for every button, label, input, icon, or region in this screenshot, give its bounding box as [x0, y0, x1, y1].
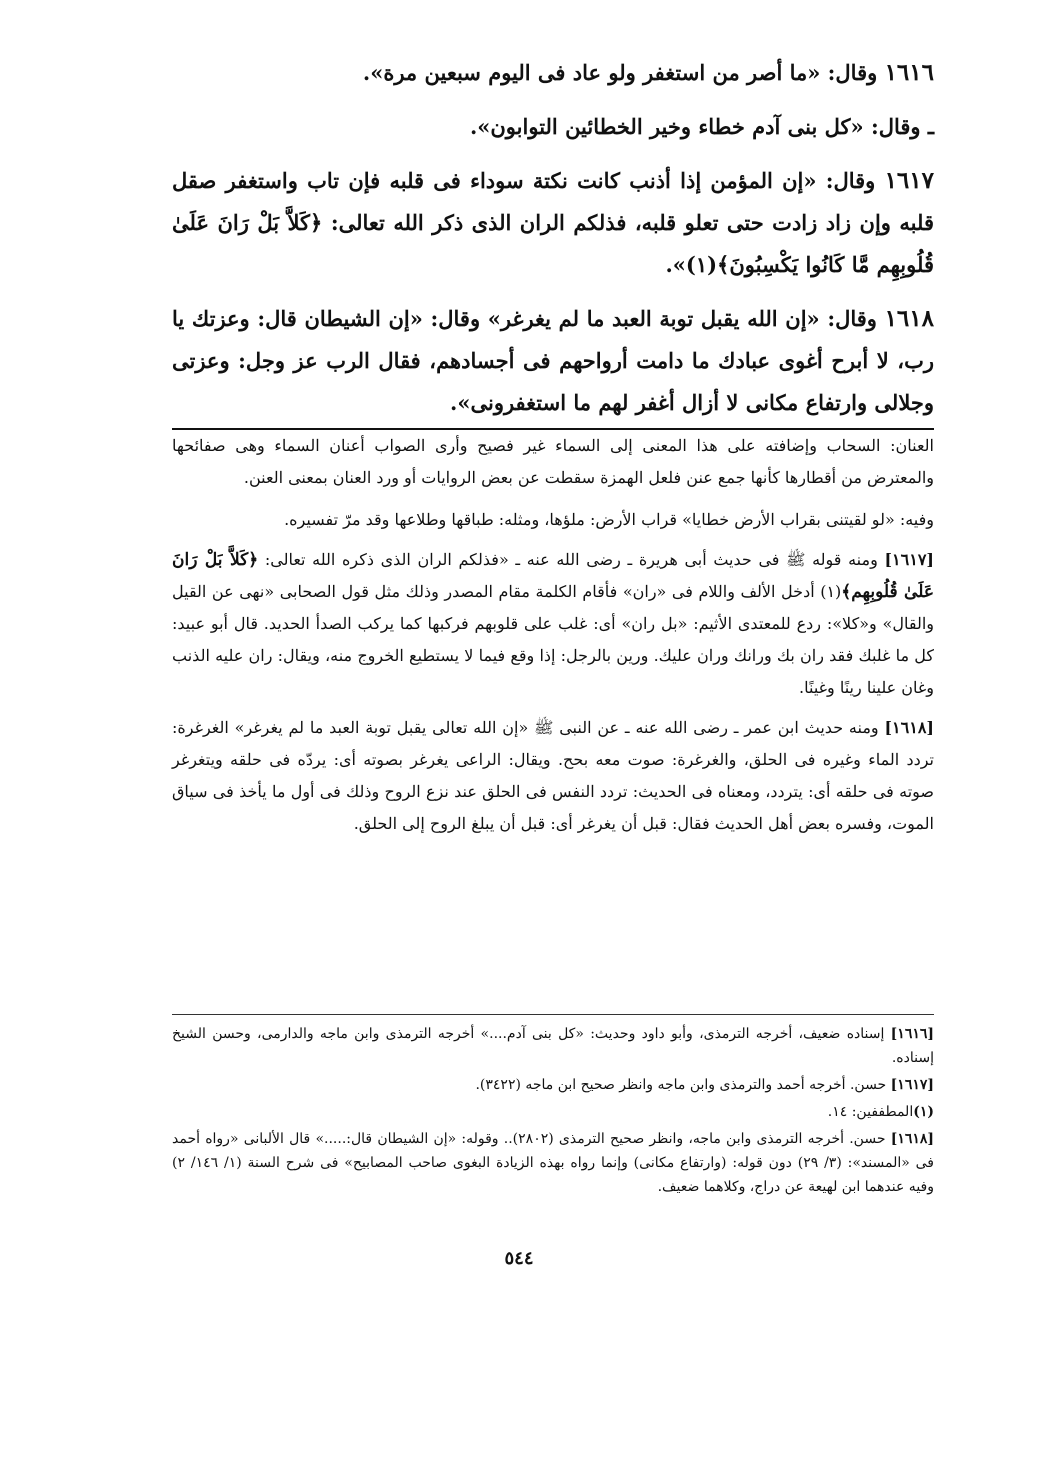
footnote-reference: [١٦١٧]: [890, 1077, 934, 1093]
hadith-text: وقال: «إن المؤمن إذا أذنب كانت نكتة سوداء فى قلبه فإن تاب واستغفر صقل قلبه وإن زاد زادت حتى تعلو قلبه، فذلكم الران الذى ذكر الله تعالى: ﴿كَلاَّ بَلْ رَانَ عَلَىٰ قُلُوبِهِم مَّا كَانُوا يَكْسِبُونَ﴾(١)».: [172, 168, 934, 277]
footnote-reference: (١): [913, 1104, 934, 1120]
commentary-text: ومنه حديث ابن عمر ـ رضى الله عنه ـ عن النبى ﷺ «إن الله تعالى يقبل توبة العبد ما لم يغرغر» الغرغرة: تردد الماء وغيره فى الحلق، والغرغرة: صوت معه بحح. ويقال: الراعى يغرغر بصوته أى: يردّه فى حلقه ويتغرغر صوته فى حلقه أى: يتردد، ومعناه فى الحديث: تردد النفس فى الحلق عند نزع الروح وذلك فى أول ما يأخذ فى سياق الموت، وفسره بعض أهل الحديث فقال: قبل أن يغرغر أى: قبل أن يبلغ الروح إلى الحلق.: [172, 718, 934, 833]
page-number: ٥٤٤: [504, 1248, 534, 1269]
commentary-paragraph: العنان: السحاب وإضافته على هذا المعنى إلى السماء غير فصيح وأرى الصواب أعنان السماء وهى صفائحها والمعترض من أقطارها كأنها جمع عنن فلعل الهمزة سقطت عن بعض الروايات أو ورد العنان بمعنى العنن.: [172, 436, 934, 487]
footnote: [172, 1022, 934, 1070]
footnotes-section: [172, 1022, 934, 1202]
hadith-reference: [١٦١٨]: [884, 718, 934, 737]
footnote: [172, 1100, 934, 1124]
hadith-1616-b: [172, 106, 934, 148]
footnote-text: حسن. أخرجه أحمد والترمذى وابن ماجه وانظر صحيح ابن ماجه (٣٤٢٢).: [475, 1077, 891, 1093]
hadith-number: ١٦١٨: [884, 305, 934, 332]
quran-verse: ﴿كَلاَّ بَلْ رَانَ عَلَىٰ قُلُوبِهِم﴾: [172, 550, 934, 602]
commentary-paragraph: [172, 544, 934, 704]
commentary-text: ومنه قوله ﷺ فى حديث أبى هريرة ـ رضى الله عنه ـ «فذلكم الران الذى ذكره الله تعالى:: [258, 550, 885, 569]
commentary-paragraph: وفيه: «لو لقيتنى بقراب الأرض خطايا» قراب الأرض: ملؤها، ومثله: طباقها وطلاعها وقد مرّ تفسيره.: [284, 510, 934, 529]
hadith-text: وقال: «إن الله يقبل توبة العبد ما لم يغرغر» وقال: «إن الشيطان قال: وعزتك يا رب، لا أبرح أغوى عبادك ما دامت أرواحهم فى أجسادهم، فقال الرب عز وجل: وعزتى وجلالى وارتفاع مكانى لا أزال أغفر لهم ما استغفرونى».: [172, 306, 934, 415]
hadith-reference: [١٦١٧]: [884, 550, 934, 569]
footnote-text: المطففين: ١٤.: [827, 1104, 914, 1120]
hadith-section: [172, 52, 934, 436]
footnote: [172, 1073, 934, 1097]
hadith-number: ١٦١٦: [884, 59, 934, 86]
hadith-1616: [172, 52, 934, 94]
hadith-text: ـ وقال: «كل بنى آدم خطاء وخير الخطائين التوابون».: [469, 114, 934, 139]
footnote-reference: [١٦١٦]: [890, 1026, 934, 1042]
commentary-paragraph: [172, 712, 934, 840]
footnote-text: حسن. أخرجه الترمذى وابن ماجه، وانظر صحيح الترمذى (٢٨٠٢).. وقوله: «إن الشيطان قال:.....» قال الألبانى «رواه أحمد فى «المسند»: (٣/ ٢٩) دون قوله: (وارتفاع مكانى) وإنما رواه بهذه الزيادة البغوى صاحب المصابيح» فى شرح السنة (١/ ١٤٦/ ٢) وفيه عندهما ابن لهيعة عن دراج، وكلاهما ضعيف.: [172, 1131, 934, 1195]
commentary-section: [172, 430, 934, 848]
footnote-text: إسناده ضعيف، أخرجه الترمذى، وأبو داود وحديث: «كل بنى آدم....» أخرجه الترمذى وابن ماجه والدارمى، وحسن الشيخ إسناده.: [172, 1026, 934, 1066]
footnote-reference: [١٦١٨]: [890, 1131, 935, 1147]
hadith-1618: [172, 298, 934, 424]
footnote: [172, 1127, 934, 1199]
hadith-1617: [172, 160, 934, 286]
footnote-divider: [172, 1014, 934, 1015]
hadith-text: وقال: «ما أصر من استغفر ولو عاد فى اليوم سبعين مرة».: [362, 60, 885, 85]
commentary-text: (١) أدخل الألف واللام فى «ران» فأقام الكلمة مقام المصدر وذلك مثل قول الصحابى «نهى عن القيل والقال» و«كلا»: ردع للمعتدى الأثيم: «بل ران» أى: غلب على قلوبهم فركبها كما يركب الصدأ الحديد. قال أبو عبيد: كل ما غلبك فقد ران بك ورانك وران عليك. ورين بالرجل: إذا وقع فيما لا يستطيع الخروج منه، ويقال: ران عليه الذنب وغان علينا رينًا وغينًا.: [172, 582, 934, 697]
hadith-number: ١٦١٧: [884, 167, 934, 194]
